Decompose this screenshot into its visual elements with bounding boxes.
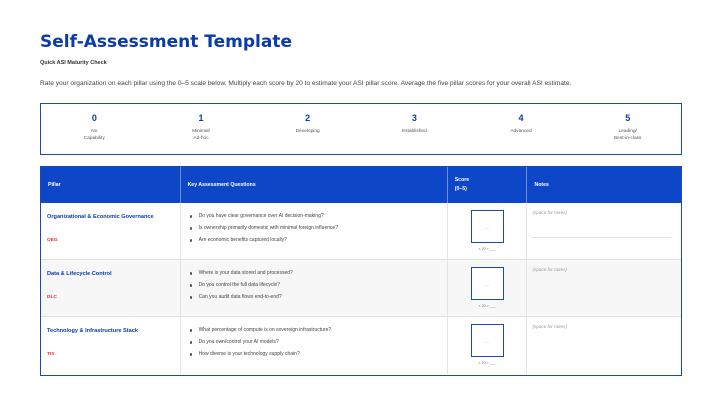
scale-level-0 (41, 104, 148, 154)
score-formula: × 20 = ___ (478, 247, 496, 251)
question-item: Do you own/control your AI models? (190, 336, 332, 348)
scale-number: 3 (411, 113, 417, 123)
header-pillar: Pillar (41, 167, 181, 203)
question-list (190, 267, 293, 304)
notes-placeholder: (space for notes) (532, 324, 567, 329)
scale-level-4 (468, 104, 575, 154)
questions-cell (181, 317, 448, 374)
table-header (41, 167, 681, 203)
scale-label: No Capability (83, 129, 105, 141)
page-title: Self-Assessment Template (40, 32, 293, 52)
scale-number: 5 (625, 113, 631, 123)
score-placeholder: ___ (484, 339, 490, 343)
score-input[interactable] (471, 267, 504, 300)
pillar-cell (41, 203, 181, 259)
pillar-code: OEG (47, 238, 58, 243)
pillar-code: DLC (47, 295, 57, 300)
question-item: What percentage of compute is on sovereign infrastructure? (190, 324, 332, 336)
pillar-cell (41, 260, 181, 316)
scale-label: Advanced (510, 129, 532, 134)
scale-level-5 (574, 104, 681, 154)
table-row (41, 260, 681, 317)
pillar-name: Organizational & Economic Governance (47, 214, 154, 220)
question-item: Do you control the full data lifecycle? (190, 279, 293, 291)
assessment-table (40, 166, 682, 376)
score-input[interactable] (471, 324, 504, 357)
maturity-scale (40, 103, 682, 155)
header-score: Score (0–5) (448, 167, 528, 203)
score-cell (448, 260, 528, 316)
scale-label: Minimal/ Ad-hoc (192, 129, 210, 141)
score-cell (448, 317, 528, 374)
scale-level-3 (361, 104, 468, 154)
scale-label: Leading/ Best-in-class (613, 129, 642, 141)
notes-cell[interactable] (527, 260, 681, 316)
question-item: How diverse is your technology supply chain? (190, 348, 332, 360)
score-placeholder: ___ (484, 282, 490, 286)
score-placeholder: ___ (484, 225, 490, 229)
notes-cell[interactable] (527, 203, 681, 259)
question-list (190, 210, 339, 247)
question-item: Are economic benefits captured locally? (190, 234, 339, 246)
notes-placeholder: (space for notes) (532, 267, 567, 272)
pillar-code: TIS (47, 352, 55, 357)
header-questions: Key Assessment Questions (181, 167, 448, 203)
question-item: Do you have clear governance over AI decision-making? (190, 210, 339, 222)
score-input[interactable] (471, 210, 504, 243)
header-notes: Notes (534, 181, 549, 188)
question-item: Where is your data stored and processed? (190, 267, 293, 279)
question-item: Can you audit data flows end-to-end? (190, 291, 293, 303)
scale-number: 4 (518, 113, 524, 123)
scale-number: 0 (91, 113, 97, 123)
pillar-cell (41, 317, 181, 374)
score-formula: × 20 = ___ (478, 361, 496, 365)
notes-cell[interactable] (527, 317, 681, 374)
notes-placeholder: (space for notes) (532, 210, 567, 215)
question-item: Is ownership primarily domestic with minimal foreign influence? (190, 222, 339, 234)
table-row (41, 317, 681, 374)
scale-number: 1 (198, 113, 204, 123)
intro-text: Rate your organization on each pillar using the 0–5 scale below. Multiply each score by 20 to estimate your ASI pillar score. Average the five pillar scores for your overall ASI estimate. (40, 80, 572, 87)
notes-divider (532, 237, 671, 238)
pillar-name: Technology & Infrastructure Stack (47, 328, 138, 334)
scale-label: Developing (295, 129, 320, 134)
questions-cell (181, 203, 448, 259)
score-formula: × 20 = ___ (478, 304, 496, 308)
page-subtitle: Quick ASI Maturity Check (40, 60, 107, 66)
scale-level-1 (148, 104, 255, 154)
scale-label: Established (401, 129, 427, 134)
scale-level-2 (254, 104, 361, 154)
table-row (41, 203, 681, 260)
questions-cell (181, 260, 448, 316)
scale-number: 2 (305, 113, 311, 123)
pillar-name: Data & Lifecycle Control (47, 271, 112, 277)
question-list (190, 324, 332, 361)
score-cell (448, 203, 528, 259)
